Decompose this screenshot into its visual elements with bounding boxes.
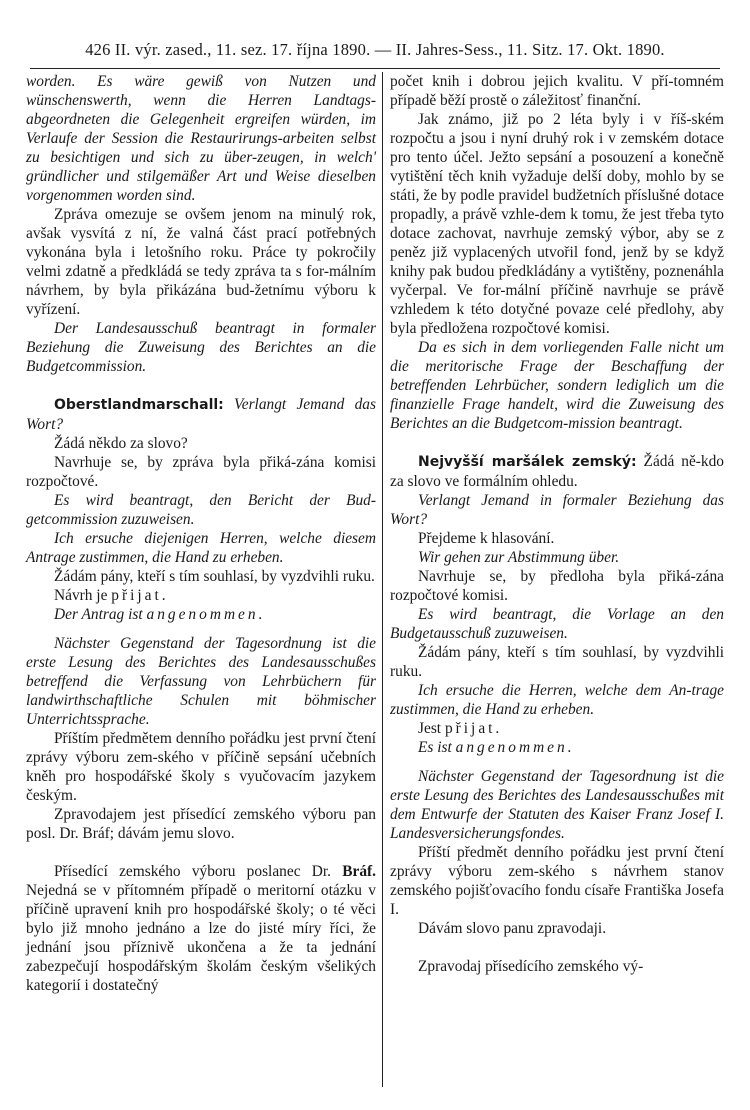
paragraph: Ich ersuche diejenigen Herren, welche diesem Antrage zustimmen, die Hand zu erheben. <box>26 530 376 566</box>
speaker-paragraph: Oberstlandmarschall: Verlangt Jemand das Wort? <box>26 396 376 433</box>
paragraph: Jest přijat. <box>418 720 503 737</box>
speaker-name: Oberstlandmarschall: <box>54 397 224 413</box>
paragraph: Žádám pány, kteří s tím souhlasí, by vyzdvihli ruku. <box>54 568 375 585</box>
paragraph: worden. Es wäre gewiß von Nutzen und wünschenswerth, wenn die Herren Landtags-abgeordneten die Gelegenheit ergreifen würden, im Verlaufe der Session die Restaurirungs-arbeiten selbst zu besichtigen und sich zu über-zeugen, in welch' gründlicher und stilgemäßer Art und Weise dieselben vorgenommen worden sind. <box>26 73 376 204</box>
paragraph: Příští předmět denního pořádku jest první čtení zprávy výboru zem-ského s návrhem stanov zemského pojišťovacího fondu císaře Františka Josefa I. <box>390 844 724 918</box>
paragraph: Verlangt Jemand in formaler Beziehung das Wort? <box>390 492 724 528</box>
paragraph: Návrh je přijat. <box>54 587 169 604</box>
paragraph: Navrhuje se, by předloha byla přiká-zána rozpočtové komisi. <box>390 568 724 604</box>
paragraph: Přejdeme k hlasování. <box>418 530 555 547</box>
page-header: 426 II. výr. zased., 11. sez. 17. října 1890. — II. Jahres-Sess., 11. Sitz. 17. Okt. 1890. <box>85 40 665 59</box>
paragraph: Ich ersuche die Herren, welche dem An-trage zustimmen, die Hand zu erheben. <box>390 682 724 718</box>
paragraph: Es ist angenommen. <box>418 739 575 756</box>
speaker-name: Bráf. <box>342 863 376 880</box>
paragraph: počet knih i dobrou jejich kvalitu. V pří-tomném případě běží prostě o záležitosť finanční. <box>390 73 724 109</box>
paragraph: Es wird beantragt, den Bericht der Bud-getcommission zuzuweisen. <box>26 492 376 528</box>
speaker-name: Nejvyšší maršálek zemský: <box>418 454 637 470</box>
paragraph: Es wird beantragt, die Vorlage an den Budgetausschuß zuzuweisen. <box>390 606 724 642</box>
speaker-paragraph: Nejvyšší maršálek zemský: Žádá ně-kdo za slovo ve formálním ohledu. <box>390 453 724 490</box>
paragraph: Der Landesausschuß beantragt in formaler Beziehung die Zuweisung des Berichtes an die Budgetcommission. <box>26 320 376 375</box>
paragraph: Dávám slovo panu zpravodaji. <box>418 920 607 937</box>
paragraph: Da es sich in dem vorliegenden Falle nicht um die meritorische Frage der Beschaffung der betreffenden Lehrbücher, sondern lediglich um die finanzielle Frage handelt, wird die Zuweisung des Berichtes an die Budgetcom-mission beantragt. <box>390 339 724 432</box>
right-column <box>390 72 724 976</box>
paragraph: Nächster Gegenstand der Tagesordnung ist die erste Lesung des Berichtes des Landesausschußes betreffend die Verfassung von Lehrbüchern für landwirthschaftliche Schulen mit böhmischer Unterrichtssprache. <box>26 635 376 728</box>
paragraph: Zpravodajem jest přísedící zemského výboru pan posl. Dr. Bráf; dávám jemu slovo. <box>26 806 376 842</box>
paragraph: Zpráva omezuje se ovšem jenom na minulý rok, avšak vysvítá z ní, že valná část prací potřebných vykonána byla i letošního roku. Práce ty pokročily velmi zdatně a předkládá se tedy zpráva ta s for-málním návrhem, by byla přikázána bud-žetnímu výboru k vyřízení. <box>26 206 376 318</box>
paragraph: Jak známo, již po 2 léta byly i v říš-ském rozpočtu a jsou i nyní druhý rok i v zemském dotace pro tento účel. Ježto sepsání a posouzení a konečně vytištění těch knih vyžaduje delší doby, mohlo by se státi, že by podle pravidel budžetních příslušné dotace propadly, a právě vzhle-dem k tomu, že jest třeba tyto dotace zachovat, navrhuje zemský výbor, aby se z peněz již vyplacených utvořil fond, jenž by se když knihy pak budou předkládány a vytištěny, poznenáhla vyčerpal. Ve for-mální příčině navrhuje se právě vzhledem k této dotyčné povaze celé předlohy, aby byla předložena rozpočtové komisi. <box>390 111 724 337</box>
paragraph: Nächster Gegenstand der Tagesordnung ist die erste Lesung des Berichtes des Landesausschußes mit dem Entwurfe der Statuten des Kaiser Franz Josef I. Landesversicherungsfondes. <box>390 768 724 842</box>
column-divider <box>382 72 383 1087</box>
paragraph: Přísedící zemského výboru poslanec Dr. Bráf. Nejedná se v přítomném případě o meritorní otázku v příčině upravení knih pro hospodářské školy; o té věci bylo již mnoho jednáno a lze do jisté míry říci, že jednání jsou příznivě ukončena a že ta jednání zabezpečují hospodářským školám českým všelikých kategorií i dostatečný <box>26 863 376 994</box>
paragraph: Žádá někdo za slovo? <box>54 435 188 452</box>
paragraph: Der Antrag ist angenommen. <box>54 606 266 623</box>
paragraph: Zpravodaj přísedícího zemského vý- <box>418 958 644 975</box>
paragraph: Navrhuje se, by zpráva byla přiká-zána komisi rozpočtové. <box>26 454 376 490</box>
paragraph: Žádám pány, kteří s tím souhlasí, by vyzdvihli ruku. <box>390 644 724 680</box>
left-column <box>26 72 376 995</box>
header-rule <box>30 68 720 69</box>
paragraph: Wir gehen zur Abstimmung über. <box>418 549 620 566</box>
paragraph: Příštím předmětem denního pořádku jest první čtení zprávy výboru zem-ského v příčině sepsání učebních kněh pro hospodářské školy s vyučovacím jazykem českým. <box>26 730 376 804</box>
